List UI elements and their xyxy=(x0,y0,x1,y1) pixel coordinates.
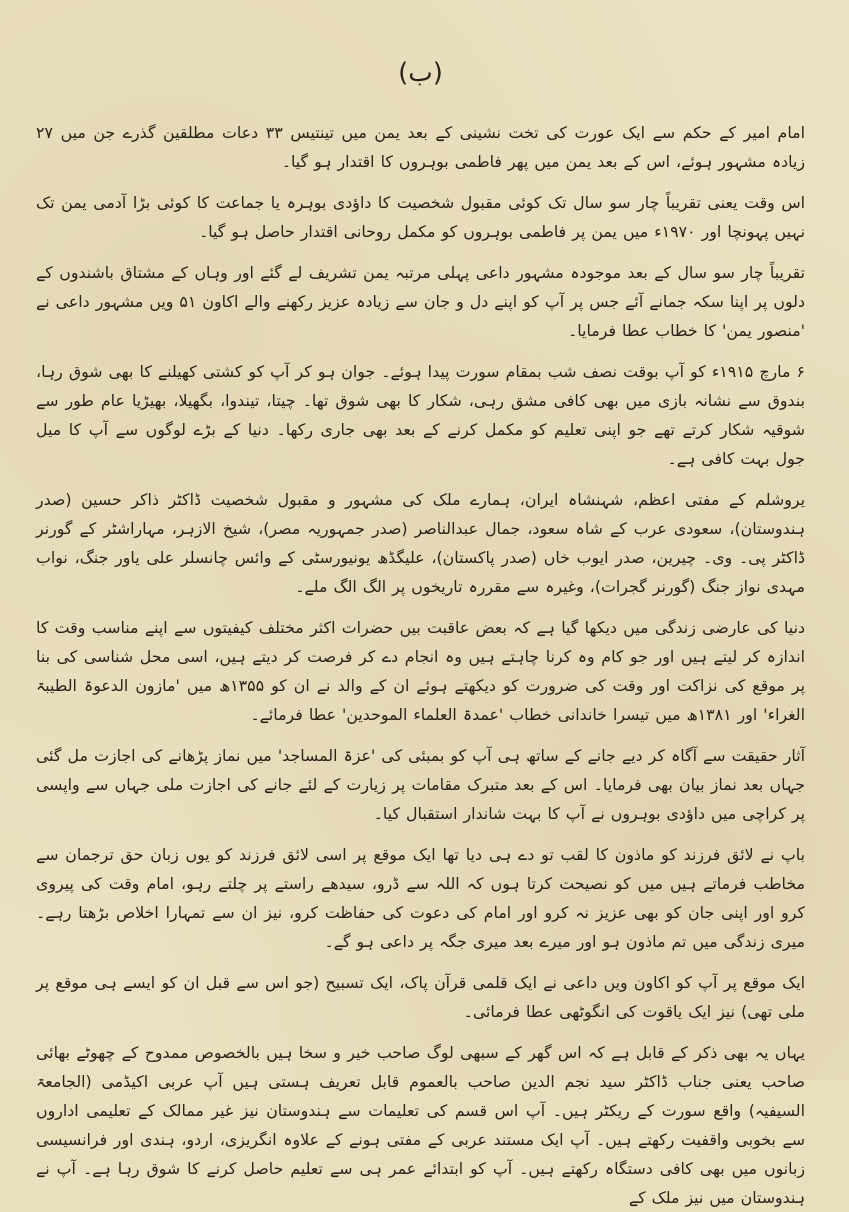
page-heading: (ب) xyxy=(398,58,443,88)
paragraph: دنیا کی عارضی زندگی میں دیکھا گیا ہے کہ بعض عاقبت بیں حضرات اکثر مختلف کیفیتوں سے اپنے مناسب وقت کا اندازہ کر لیتے ہیں اور جو کام وہ کرنا چاہتے ہیں وہ انجام دے کر فرصت کر دیتے ہیں، اسی محل شناسی کی بنا پر موقع کی نزاکت اور وقت کی ضرورت کو دیکھتے ہوئے ان کے والد نے ان کو ۱۳۵۵ھ میں 'مازون الدعوۃ الطیبۃ الغراء' اور ۱۳۸۱ھ میں تیسرا خاندانی خطاب 'عمدۃ العلماء الموحدین' عطا فرمائے۔ xyxy=(36,618,805,724)
paragraph: تقریباً چار سو سال کے بعد موجودہ مشہور داعی پہلی مرتبہ یمن تشریف لے گئے اور وہاں کے مشتاق باشندوں کے دلوں پر اپنا سکہ جمانے آئے جس پر آپ کو اپنے دل و جان سے زیادہ عزیز رکھنے والے اکاون ۵۱ ویں مشہور داعی نے 'منصور یمن' کا خطاب عطا فرمایا۔ xyxy=(36,263,805,340)
paragraph: یروشلم کے مفتی اعظم، شہنشاہ ایران، ہمارے ملک کی مشہور و مقبول شخصیت ڈاکٹر ذاکر حسین (صدر ہندوستان)، سعودی عرب کے شاہ سعود، جمال عبدالناصر (صدر جمہوریہ مصر)، شیخ الازہر، مہاراشٹر کے گورنر ڈاکٹر پی۔ وی۔ چیرین، صدر ایوب خاں (صدر پاکستان)، علیگڈھ یونیورسٹی کے وائس چانسلر علی یاور جنگ، نواب مہدی نواز جنگ (گورنر گجرات)، وغیرہ سے مقررہ تاریخوں پر الگ الگ ملے۔ xyxy=(36,490,805,596)
paragraph: باپ نے لائق فرزند کو ماذون کا لقب تو دے ہی دیا تھا ایک موقع پر اسی لائق فرزند کو یوں زبان حق ترجمان سے مخاطب فرماتے ہیں میں کو نصیحت کرتا ہوں کہ اللہ سے ڈرو، سیدھے راستے پر چلتے رہو، امام وقت کی پیروی کرو اور اپنی جان کو بھی عزیز نہ کرو اور امام کی دعوت کی حفاظت کرو، نیز ان سے تمہارا اخلاص بڑھتا رہے۔ میری زندگی میں تم ماذون ہو اور میرے بعد میری جگہ پر داعی ہو گے۔ xyxy=(36,845,805,951)
paragraph: ۶ مارچ ۱۹۱۵ء کو آپ بوقت نصف شب بمقام سورت پیدا ہوئے۔ جوان ہو کر آپ کو کشتی کھیلنے کا بھی شوق رہا، بندوق سے نشانہ بازی میں بھی کافی مشق رہی، شکار کا بھی شوق تھا۔ چیتا، تیندوا، بگھیلا، بھیڑیا عام طور سے شوقیہ شکار کرتے تھے جو اپنی تعلیم کو مکمل کرنے کے بعد بھی جاری رکھا۔ دنیا کے بڑے لوگوں سے آپ کا میل جول بہت کافی ہے۔ xyxy=(36,362,805,468)
body-text xyxy=(36,118,805,1212)
paragraph: ایک موقع پر آپ کو اکاون ویں داعی نے ایک قلمی قرآن پاک، ایک تسبیح (جو اس سے قبل ان کو ایسے ہی موقع پر ملی تھی) نیز ایک یاقوت کی انگوٹھی عطا فرمائی۔ xyxy=(36,973,805,1021)
paragraph: آثار حقیقت سے آگاہ کر دیے جانے کے ساتھ ہی آپ کو بمبئی کی 'عزۃ المساجد' میں نماز پڑھانے کی اجازت مل گئی جہاں بعد نماز بیان بھی فرمایا۔ اس کے بعد متبرک مقامات پر زیارت کے لئے جانے کی اجازت ملی جہاں سے واپسی پر کراچی میں داؤدی بوہروں نے آپ کا بہت شاندار استقبال کیا۔ xyxy=(36,746,805,823)
paragraph: امام امیر کے حکم سے ایک عورت کی تخت نشینی کے بعد یمن میں تینتیس ۳۳ دعات مطلقین گذرے جن میں ۲۷ زیادہ مشہور ہوئے، اس کے بعد یمن میں پھر فاطمی بوہروں کا اقتدار ہو گیا۔ xyxy=(36,123,805,171)
paragraph: یہاں یہ بھی ذکر کے قابل ہے کہ اس گھر کے سبھی لوگ صاحب خیر و سخا ہیں بالخصوص ممدوح کے چھوٹے بھائی صاحب یعنی جناب ڈاکٹر سید نجم الدین صاحب بالعموم قابل تعریف ہستی ہیں آپ عربی اکیڈمی (الجامعۃ السیفیہ) واقع سورت کے ریکٹر ہیں۔ آپ اس قسم کی تعلیمات سے ہندوستان نیز غیر ممالک کے تعلیمی اداروں سے بخوبی واقفیت رکھتے ہیں۔ آپ ایک مستند عربی کے مفتی ہونے کے علاوہ انگریزی، اردو، ہندی اور فرانسیسی زبانوں میں بھی کافی دستگاہ رکھتے ہیں۔ آپ کو ابتدائے عمر ہی سے تعلیم حاصل کرنے کا شوق رہا ہے۔ آپ نے ہندوستان میں نیز ملک کے xyxy=(36,1043,805,1207)
paragraph: اس وقت یعنی تقریباً چار سو سال تک کوئی مقبول شخصیت کا داؤدی بوہرہ یا جماعت کا کوئی بڑا آدمی یمن تک نہیں پہونچا اور ۱۹۷۰ء میں یمن پر فاطمی بوہروں کو مکمل روحانی اقتدار حاصل ہو گیا۔ xyxy=(36,193,805,241)
